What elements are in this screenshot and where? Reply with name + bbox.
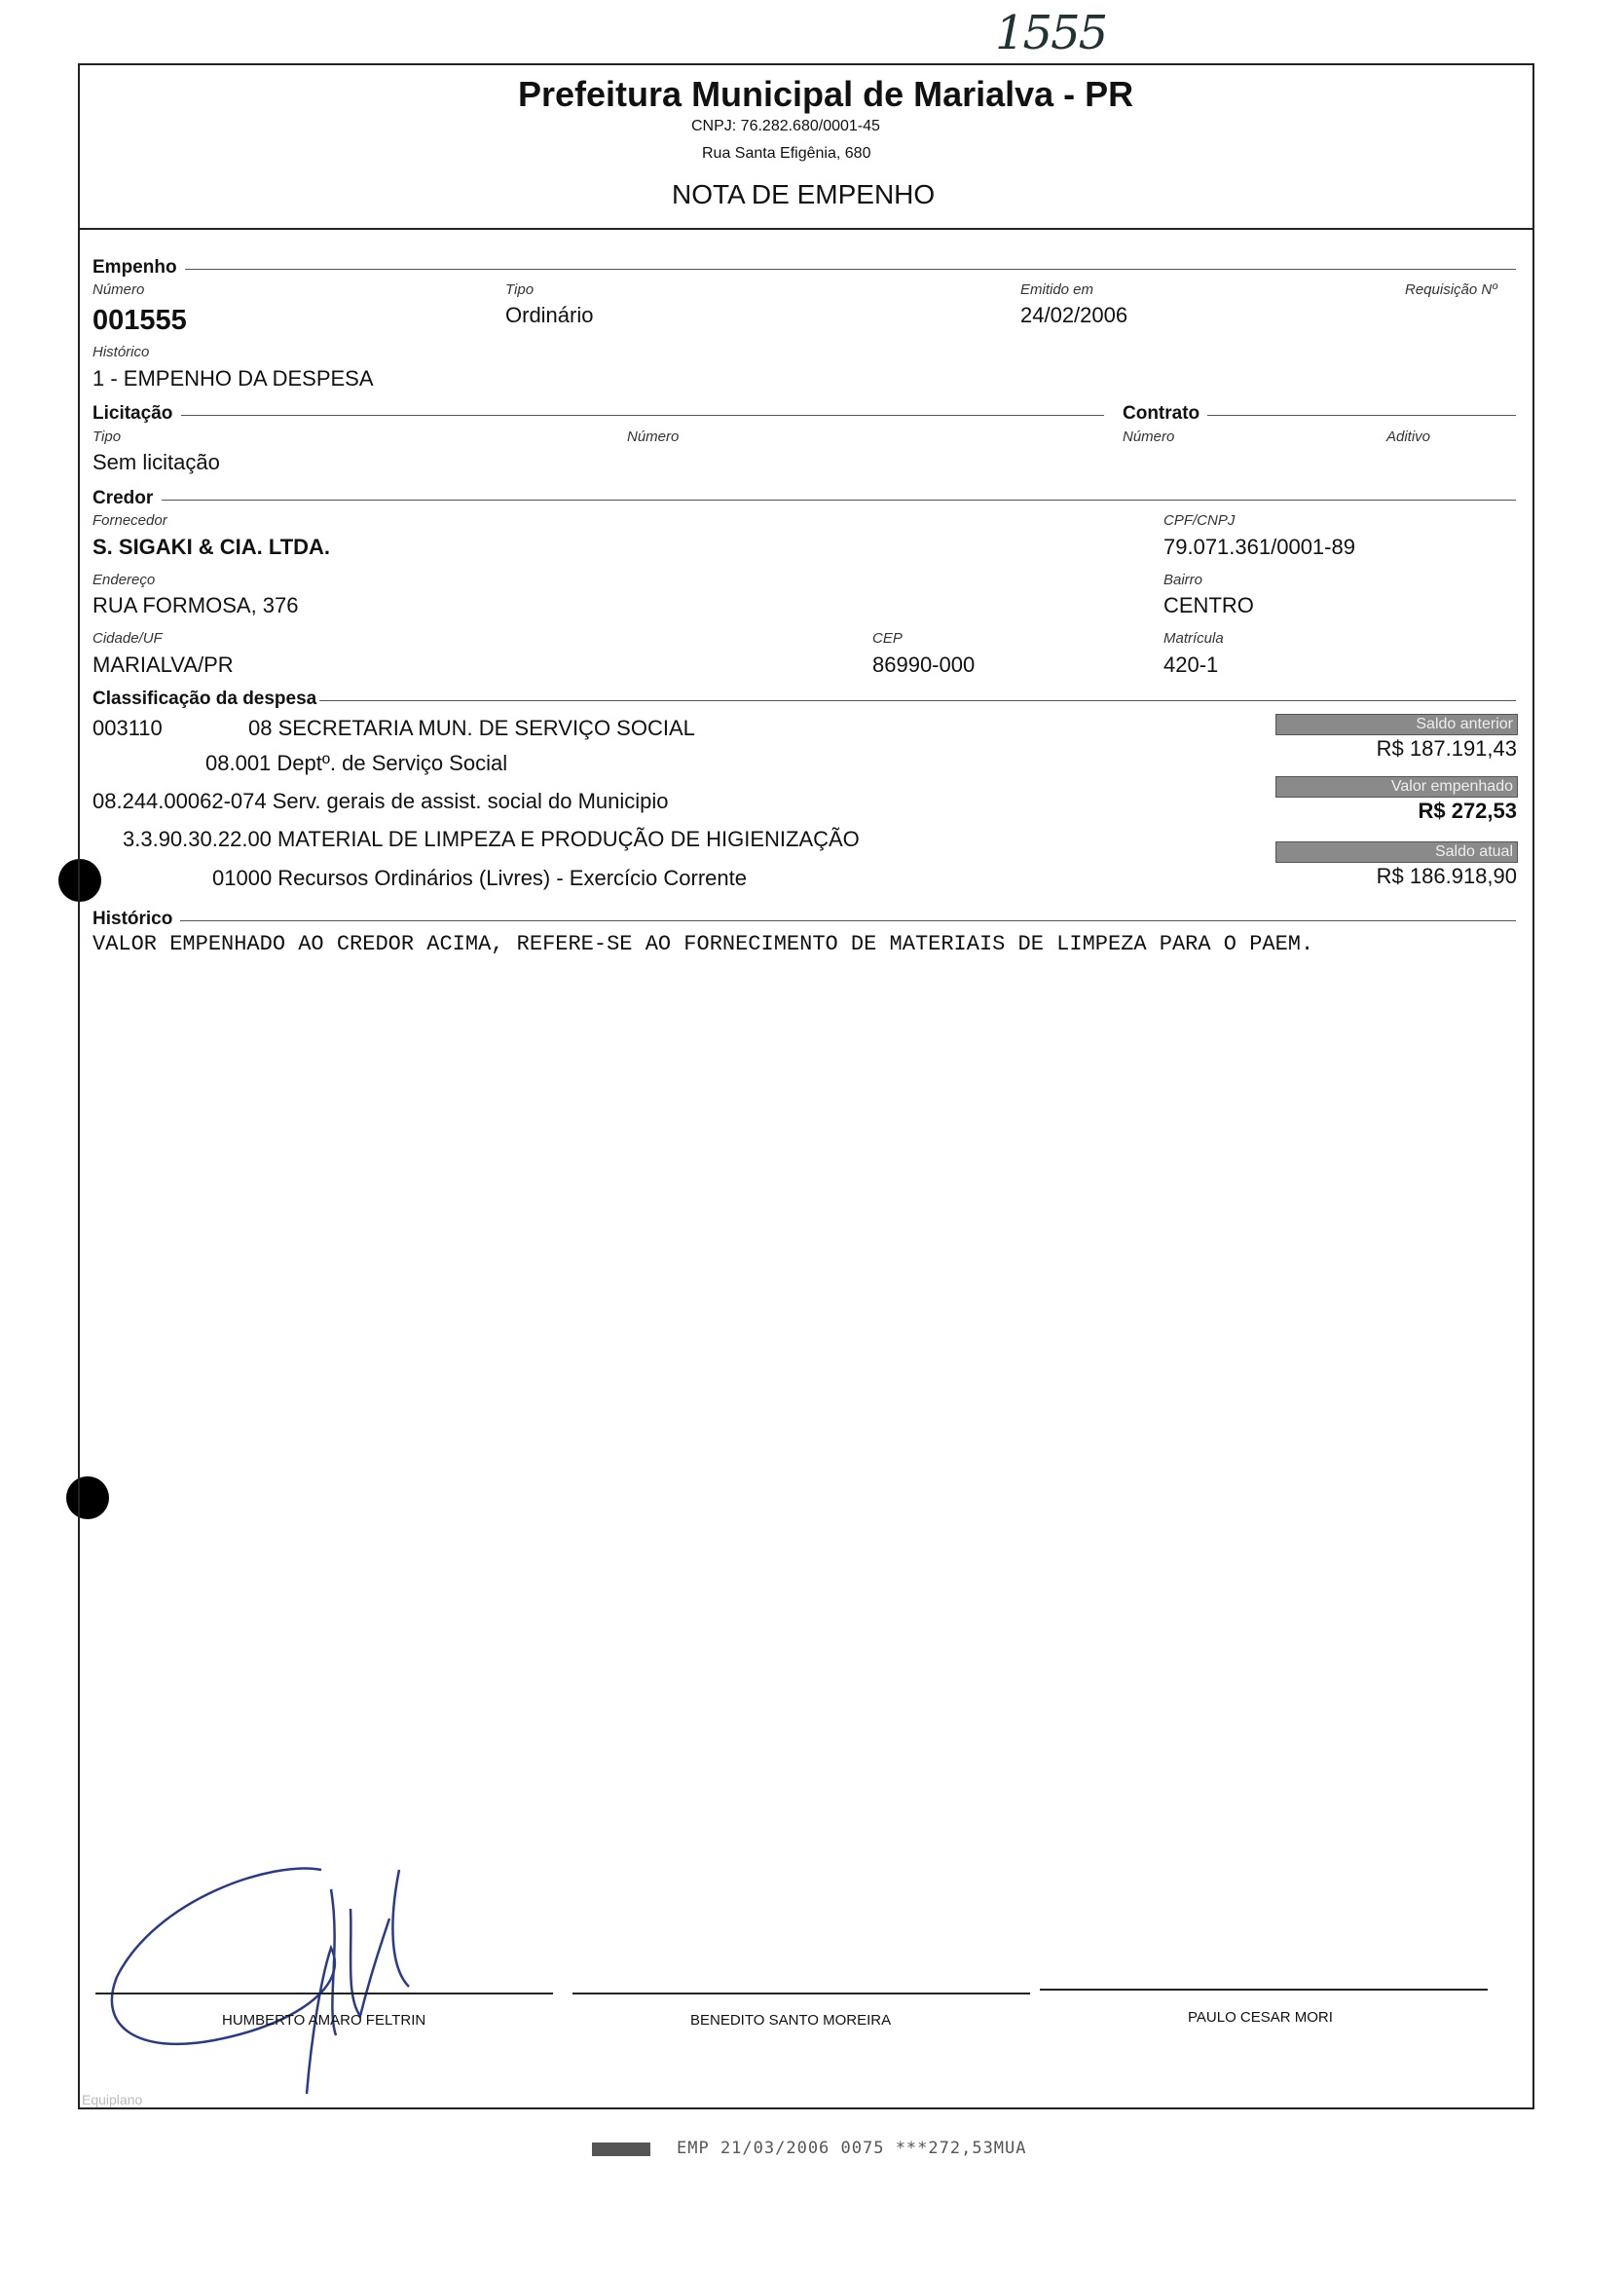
footer-brand: Equiplano [82,2092,143,2107]
saldo-anterior-bar: Saldo anterior [1275,714,1518,735]
credor-matricula-label: Matrícula [1163,630,1224,647]
signature-line-1 [95,1993,553,1994]
empenho-historico-label: Histórico [92,344,150,360]
org-title: Prefeitura Municipal de Marialva - PR [518,74,1134,114]
credor-cep: 86990-000 [872,652,976,677]
empenho-rule [185,269,1516,270]
credor-fornecedor-label: Fornecedor [92,512,167,529]
valor-empenhado-value: R$ 272,53 [1418,799,1517,823]
credor-cpf-label: CPF/CNPJ [1163,512,1236,529]
credor-bairro: CENTRO [1163,593,1254,617]
historico-text: VALOR EMPENHADO AO CREDOR ACIMA, REFERE-SE AO FORNECIMENTO DE MATERIAIS DE LIMPEZA PARA O PAEM. [92,932,1314,956]
empenho-emitido: 24/02/2006 [1020,303,1128,327]
classificacao-line4: 3.3.90.30.22.00 MATERIAL DE LIMPEZA E PRODUÇÃO DE HIGIENIZAÇÃO [123,827,860,851]
credor-cidade-label: Cidade/UF [92,630,163,647]
classificacao-line3: 08.244.00062-074 Serv. gerais de assist. social do Municipio [92,789,669,813]
footer-stamp-mark [592,2143,650,2156]
classificacao-line1-text: 08 SECRETARIA MUN. DE SERVIÇO SOCIAL [248,716,695,740]
empenho-historico: 1 - EMPENHO DA DESPESA [92,366,374,391]
empenho-requisicao-label: Requisição Nº [1405,281,1497,298]
valor-empenhado-bar: Valor empenhado [1275,776,1518,798]
empenho-tipo-label: Tipo [505,281,535,298]
classificacao-line2: 08.001 Deptº. de Serviço Social [205,751,508,775]
classificacao-line5: 01000 Recursos Ordinários (Livres) - Exercício Corrente [212,866,747,890]
empenho-numero-label: Número [92,281,145,298]
credor-section-label: Credor [92,488,154,508]
signature-name-1: HUMBERTO AMARO FELTRIN [222,2012,426,2029]
credor-cpf: 79.071.361/0001-89 [1163,535,1355,559]
org-cnpj: CNPJ: 76.282.680/0001-45 [691,118,880,134]
saldo-atual-value: R$ 186.918,90 [1376,864,1517,888]
licitacao-numero-label: Número [627,429,680,445]
credor-matricula: 420-1 [1163,652,1219,677]
credor-endereco: RUA FORMOSA, 376 [92,593,299,617]
signature-name-3: PAULO CESAR MORI [1188,2009,1333,2026]
licitacao-section-label: Licitação [92,403,173,424]
classificacao-line1-code: 003110 [92,716,163,740]
signature-line-3 [1040,1989,1488,1991]
classificacao-rule [319,700,1516,701]
footer-stamp: EMP 21/03/2006 0075 ***272,53MUA [677,2139,1027,2158]
doc-title: NOTA DE EMPENHO [672,179,936,209]
licitacao-tipo-label: Tipo [92,429,122,445]
credor-fornecedor: S. SIGAKI & CIA. LTDA. [92,535,331,559]
handwritten-number: 1555 [995,6,1107,60]
licitacao-rule [181,415,1104,416]
empenho-numero: 001555 [92,305,187,336]
saldo-atual-bar: Saldo atual [1275,841,1518,863]
historico-rule [180,920,1516,921]
credor-cep-label: CEP [872,630,903,647]
signature-name-2: BENEDITO SANTO MOREIRA [690,2012,892,2029]
saldo-anterior-value: R$ 187.191,43 [1376,736,1517,761]
handwritten-signature [97,1831,487,2104]
org-address: Rua Santa Efigênia, 680 [702,145,871,162]
contrato-section-label: Contrato [1123,403,1200,424]
empenho-tipo: Ordinário [505,303,594,327]
credor-endereco-label: Endereço [92,572,156,588]
header-divider [78,228,1532,230]
empenho-emitido-label: Emitido em [1020,281,1094,298]
licitacao-tipo: Sem licitação [92,450,220,474]
credor-rule [162,500,1516,501]
empenho-section-label: Empenho [92,257,177,278]
classificacao-section-label: Classificação da despesa [92,689,317,709]
signature-line-2 [572,1993,1030,1994]
credor-bairro-label: Bairro [1163,572,1203,588]
credor-cidade: MARIALVA/PR [92,652,234,677]
contrato-rule [1207,415,1516,416]
historico-section-label: Histórico [92,909,173,929]
contrato-numero-label: Número [1123,429,1175,445]
contrato-aditivo-label: Aditivo [1386,429,1431,445]
